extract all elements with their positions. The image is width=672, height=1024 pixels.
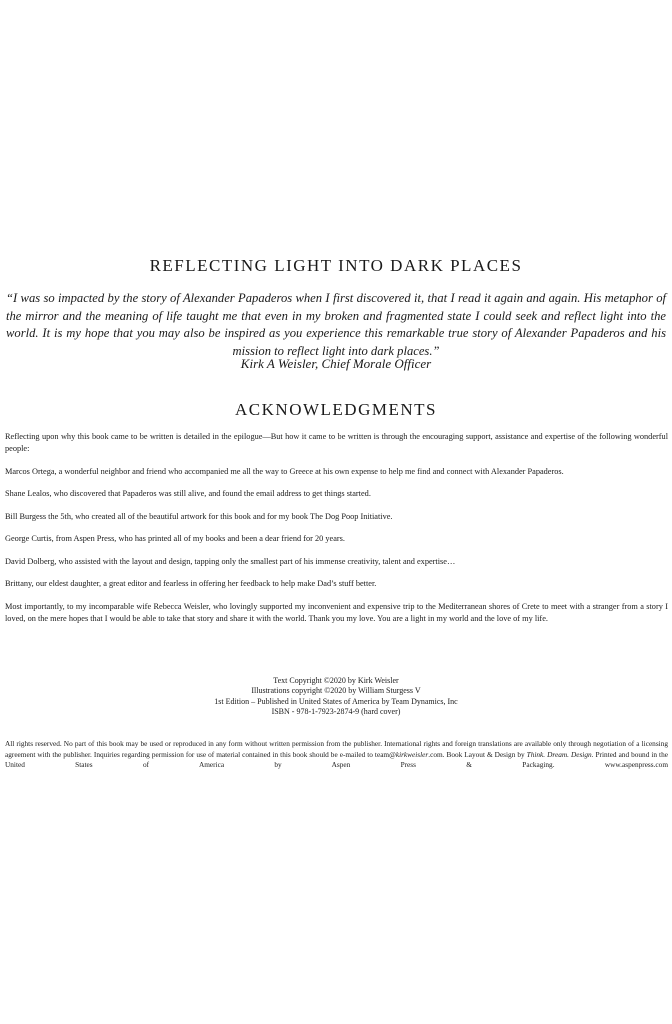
- ack-intro-paragraph: Reflecting upon why this book came to be written is detailed in the epilogue—But how it came to be written is through the encouraging support, assistance and expertise of the following wonderful people:: [5, 432, 668, 453]
- credit-edition: 1st Edition – Published in United States of America by Team Dynamics, Inc: [214, 696, 458, 706]
- ack-paragraph-shane: Shane Lealos, who discovered that Papaderos was still alive, and found the email address to get things started.: [5, 489, 371, 498]
- rights-email-domain: kirkweisler: [395, 749, 429, 759]
- ack-paragraph-david: David Dolberg, who assisted with the layout and design, tapping only the smallest part of his immense creativity, talent and expertise…: [5, 556, 456, 566]
- main-title: REFLECTING LIGHT INTO DARK PLACES: [149, 256, 523, 275]
- ack-paragraph-rebecca: Most importantly, to my incomparable wife Rebecca Weisler, who lovingly supported my inconvenient and expensive trip to the Mediterranean shores of Crete to meet with a stranger from a story I loved, on the mere hopes that I would be able to take that story and share it with the world. Thank you my love. You are a light in my world and the love of my life.: [5, 601, 668, 623]
- ack-paragraph-marcos: Marcos Ortega, a wonderful neighbor and friend who accompanied me all the way to Greece at his own expense to help me find and connect with Alexander Papaderos.: [5, 466, 564, 476]
- rights-notice: [5, 739, 668, 771]
- rights-text-before: All rights reserved. No part of this book may be used or reproduced in any form without written permission from the publisher. International rights and foreign translations are available only through negotiation of a licensing agreement with the publisher. Inquiries regarding permission for use of material contained in this book should be e-mailed to team@: [5, 739, 668, 759]
- acknowledgments-section: [5, 431, 668, 635]
- ack-paragraph-george: George Curtis, from Aspen Press, who has printed all of my books and been a dear friend for 20 years.: [5, 534, 345, 543]
- credit-illustrations-copyright: Illustrations copyright ©2020 by William Sturgess V: [251, 686, 421, 696]
- copyright-credits: [0, 676, 672, 718]
- rights-text-middle: .com. Book Layout & Design by: [428, 749, 527, 759]
- rights-text-after: Printed and bound in the United States of America by Aspen Press & Packaging. www.aspenpress.com: [5, 749, 668, 770]
- quote-text: “I was so impacted by the story of Alexander Papaderos when I first discovered it, that I read it again and again. His metaphor of the mirror and the meaning of life taught me that even in my broken and fragmented state I could seek and reflect light into the world. It is my hope that you may also be inspired as you experience this remarkable true story of Alexander Papaderos and his mission to reflect light into dark places.”: [6, 291, 666, 358]
- rights-design-credit: Think. Dream. Design.: [526, 749, 594, 759]
- credit-isbn: ISBN - 978-1-7923-2874-9 (hard cover): [271, 707, 401, 717]
- ack-paragraph-brittany: Brittany, our eldest daughter, a great editor and fearless in offering her feedback to help make Dad’s stuff better.: [5, 579, 377, 588]
- quote-attribution: Kirk A Weisler, Chief Morale Officer: [240, 356, 432, 371]
- ack-paragraph-bill: Bill Burgess the 5th, who created all of the beautiful artwork for this book and for my book The Dog Poop Initiative.: [5, 511, 393, 521]
- acknowledgments-title: ACKNOWLEDGMENTS: [235, 400, 437, 419]
- credit-text-copyright: Text Copyright ©2020 by Kirk Weisler: [273, 676, 399, 685]
